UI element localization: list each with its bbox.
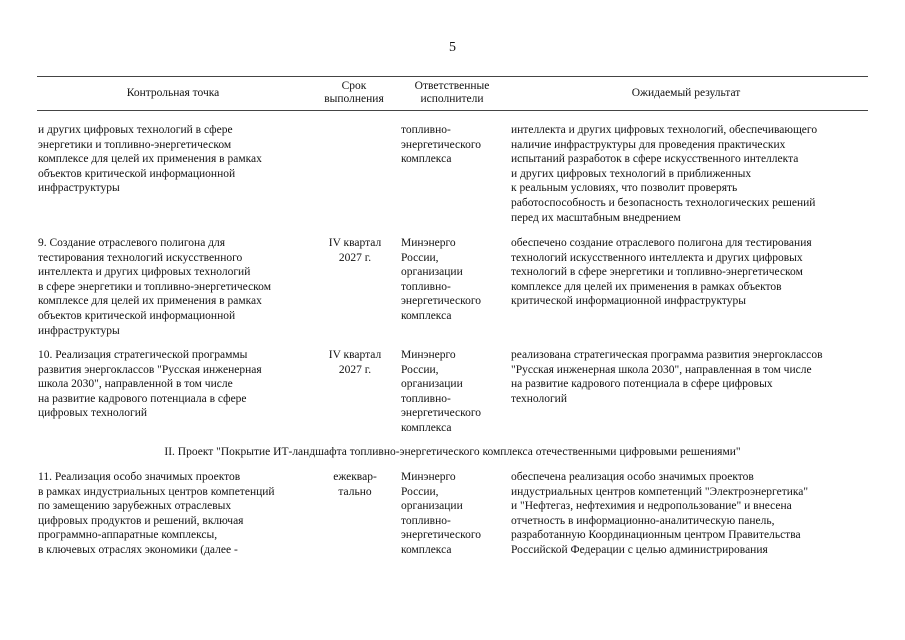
header-expected-result: Ожидаемый результат [631,87,741,99]
row-11-deadline: ежеквар- тально [333,471,377,498]
row-11-responsible: Минэнерго России, организации топливно- энергетического комплекса [401,471,482,556]
row-11-point: 11. Реализация особо значимых проектов в рамках индустриальных центров компетенций по замещению зарубежных отраслевых цифровых продуктов и решений, включая программно-аппаратные комплексы, в ключевых отраслях экономики (далее - [38,471,275,556]
row-10-point: 10. Реализация стратегической программы развития энергоклассов "Русская инженерная школа 2030", направленной в том числе на развитие кадрового потенциала в сфере цифровых технологий [38,349,262,420]
row-10-deadline: IV квартал 2027 г. [328,349,382,376]
row-9-point: 9. Создание отраслевого полигона для тестирования технологий искусственного интеллекта и других цифровых технологий в сфере энергетики и топливно-энергетическом комплексе для целей их применения в рамках объектов критической информационной инфраструктуры [38,237,271,337]
section-title: II. Проект "Покрытие ИТ-ландшафта топливно-энергетического комплекса отечественными цифровыми решениями" [164,446,741,458]
row-9-result: обеспечено создание отраслевого полигона для тестирования технологий искусственного интеллекта и других цифровых технологий в сфере энергетики и топливно-энергетическом комплексе для целей их применения в рамках объектов критической информационной инфраструктуры [511,237,812,308]
header-deadline: Срок выполнения [324,80,384,105]
row-10-result: реализована стратегическая программа развития энергоклассов "Русская инженерная школа 2030", направленная в том числе на развитие кадрового потенциала в сфере цифровых технологий [511,349,823,405]
row-9-deadline: IV квартал 2027 г. [328,237,382,264]
page-number: 5 [449,40,456,55]
row-11-result: обеспечена реализация особо значимых проектов индустриальных центров компетенций "Электроэнергетика" и "Нефтегаз, нефтехимия и недропользование" и внесена отчетность в информационно-аналитическую панель, разработанную Координационным центром Правительства Российской Федерации с целью администрирования [511,471,809,556]
table-header-bottom-rule [37,110,868,111]
row-continuation-responsible: топливно- энергетического комплекса [401,124,482,166]
row-continuation-point: и других цифровых технологий в сфере энергетики и топливно-энергетическом комплексе для целей их применения в рамках объектов критической информационной инфраструктуры [38,124,262,195]
row-9-responsible: Минэнерго России, организации топливно- энергетического комплекса [401,237,482,322]
table-header-top-rule [37,76,868,77]
row-continuation-result: интеллекта и других цифровых технологий, обеспечивающего наличие инфраструктуры для проведения практических испытаний разработок в сфере искусственного интеллекта и других цифровых технологий в приближенных к реальным условиях, что позволит проверять работоспособность и безопасность технологических решений перед их масштабным внедрением [511,124,818,224]
header-checkpoint: Контрольная точка [126,87,220,99]
row-10-responsible: Минэнерго России, организации топливно- энергетического комплекса [401,349,482,434]
header-responsible: Ответственные исполнители [414,80,490,105]
